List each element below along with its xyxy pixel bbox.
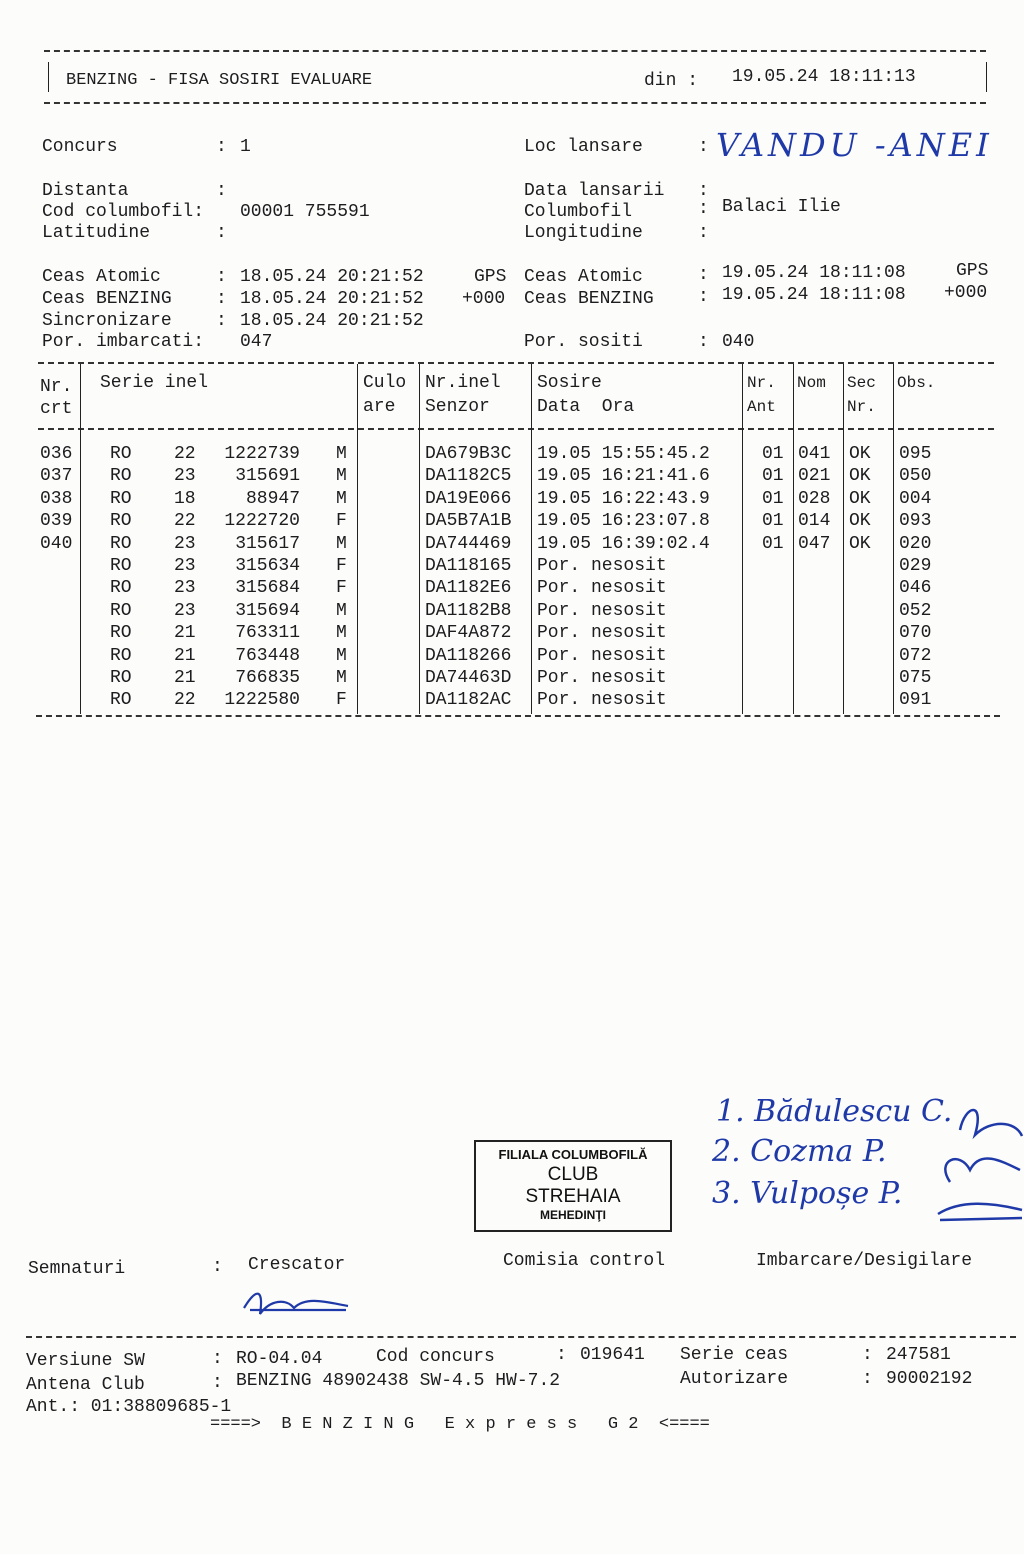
cell-ring: 766835: [235, 668, 300, 688]
cell-sec: OK: [849, 488, 871, 509]
cell-arrival: 19.05 16:23:07.8: [537, 511, 710, 532]
columbofil-label: Columbofil: [524, 202, 633, 222]
th-nom: Nom: [797, 374, 826, 392]
longitudine-label: Longitudine: [524, 223, 643, 243]
latitudine-label: Latitudine: [42, 223, 151, 243]
cell-sex: M: [336, 623, 347, 644]
ceas-benzing2-suffix: +000: [944, 283, 988, 303]
cell-sex: M: [336, 444, 347, 464]
antena-label: Antena Club: [26, 1375, 145, 1395]
cell-sensor: DA1182AC: [425, 690, 512, 711]
cell-obs: 052: [899, 600, 932, 621]
cell-nr: 039: [40, 511, 73, 532]
cell-ring: 315691: [235, 466, 300, 487]
cell-arrival: Por. nesosit: [537, 668, 667, 688]
ceas-benzing2-colon: :: [698, 287, 709, 307]
cell-sex: M: [336, 488, 347, 509]
cell-obs: 095: [899, 444, 932, 464]
autorizare-label: Autorizare: [680, 1369, 789, 1389]
comisia-label: Comisia control: [503, 1251, 666, 1271]
longitudine-colon: :: [698, 223, 709, 243]
cell-arrival: 19.05 16:22:43.9: [537, 488, 710, 509]
cell-nr: 040: [40, 533, 73, 554]
sositi-colon: :: [698, 332, 709, 352]
data-lansarii-colon: :: [698, 181, 709, 201]
stamp-line4: MEHEDINŢI: [540, 1208, 606, 1222]
cell-country: RO: [110, 623, 132, 644]
commission-member-3: 3. Vulpoșe P.: [712, 1176, 903, 1211]
cell-country: RO: [110, 556, 132, 576]
cell-nom: 047: [798, 533, 831, 554]
ceas-benzing-suffix: +000: [462, 289, 506, 309]
cell-obs: 046: [899, 578, 932, 599]
loc-label: Loc lansare: [524, 137, 643, 157]
ceas-atomic-value: 18.05.24 20:21:52: [240, 267, 424, 287]
cell-arrival: Por. nesosit: [537, 556, 667, 576]
table-top-rule: [38, 362, 994, 364]
commission-member-1: 1. Bădulescu C.: [716, 1094, 953, 1129]
cell-country: RO: [110, 645, 132, 666]
cell-year: 23: [174, 556, 196, 576]
cell-obs: 004: [899, 488, 932, 509]
cell-year: 23: [174, 466, 196, 487]
document-title: BENZING - FISA SOSIRI EVALUARE: [66, 71, 373, 90]
cell-ring: 1222580: [224, 690, 300, 711]
serie-ceas-colon: :: [862, 1345, 873, 1365]
th-sec2: Nr.: [847, 398, 876, 416]
cell-obs: 050: [899, 466, 932, 487]
title-box-left-edge: [48, 62, 49, 92]
cell-country: RO: [110, 578, 132, 599]
cell-country: RO: [110, 600, 132, 621]
club-stamp: [474, 1140, 672, 1232]
cell-sex: M: [336, 533, 347, 554]
col-sep-sec: [893, 364, 894, 714]
concurs-colon: :: [216, 137, 227, 157]
ceas-benzing-value: 18.05.24 20:21:52: [240, 289, 424, 309]
cod-value: 00001 755591: [240, 202, 370, 222]
cell-sensor: DA118165: [425, 556, 512, 576]
autorizare-value: 90002192: [886, 1369, 973, 1389]
cell-sec: OK: [849, 533, 871, 554]
cell-obs: 075: [899, 668, 932, 688]
antena-colon: :: [212, 1373, 223, 1393]
sincronizare-colon: :: [216, 311, 227, 331]
crescator-label: Crescator: [248, 1255, 346, 1275]
cod-label: Cod columbofil:: [42, 202, 205, 222]
cell-ant: 01: [762, 444, 784, 464]
cell-obs: 020: [899, 533, 932, 554]
cell-sex: F: [336, 556, 347, 576]
ceas-atomic2-colon: :: [698, 265, 709, 285]
stamp-line2: CLUB: [547, 1164, 599, 1185]
ant-label: Ant.: 01:38809685-1: [26, 1397, 232, 1417]
cell-sex: M: [336, 645, 347, 666]
cell-year: 21: [174, 623, 196, 644]
cell-ring: 1222720: [224, 511, 300, 532]
cell-year: 22: [174, 444, 196, 464]
cell-nr: 038: [40, 488, 73, 509]
versiune-colon: :: [212, 1349, 223, 1369]
columbofil-colon: :: [698, 199, 709, 219]
cell-sec: OK: [849, 444, 871, 464]
cell-sex: M: [336, 668, 347, 688]
ceas-benzing-colon: :: [216, 289, 227, 309]
concurs-label: Concurs: [42, 137, 118, 157]
cell-year: 22: [174, 511, 196, 532]
footer-rule: [26, 1336, 1016, 1338]
ceas-atomic2-value: 19.05.24 18:11:08: [722, 263, 906, 283]
cell-nom: 028: [798, 488, 831, 509]
cell-ant: 01: [762, 488, 784, 509]
th-nrant2: Ant: [747, 398, 776, 416]
sositi-label: Por. sositi: [524, 332, 643, 352]
ceas-atomic-suffix: GPS: [474, 267, 507, 287]
cell-ring: 88947: [245, 488, 300, 509]
signatures-label: Semnaturi: [28, 1259, 126, 1279]
cell-sensor: DA118266: [425, 645, 512, 666]
cell-arrival: 19.05 16:21:41.6: [537, 466, 710, 487]
cell-sensor: DA74463D: [425, 668, 512, 688]
col-sep-sosire: [742, 364, 743, 714]
col-sep-culo: [419, 364, 420, 714]
cod-concurs-colon: :: [556, 1345, 567, 1365]
ceas-benzing-label: Ceas BENZING: [42, 289, 172, 309]
col-sep-serie: [357, 364, 358, 714]
cell-arrival: Por. nesosit: [537, 623, 667, 644]
cell-sensor: DA5B7A1B: [425, 511, 512, 532]
cell-ring: 763448: [235, 645, 300, 666]
cell-ring: 315684: [235, 578, 300, 599]
ceas-atomic2-label: Ceas Atomic: [524, 267, 643, 287]
serie-ceas-label: Serie ceas: [680, 1345, 789, 1365]
cell-sensor: DAF4A872: [425, 623, 512, 644]
th-serie: Serie inel: [100, 373, 209, 393]
sincronizare-value: 18.05.24 20:21:52: [240, 311, 424, 331]
versiune-label: Versiune SW: [26, 1351, 145, 1371]
data-lansarii-label: Data lansarii: [524, 181, 665, 201]
th-culo: Culo: [363, 373, 407, 393]
title-box-right-edge: [986, 62, 987, 92]
ceas-atomic-label: Ceas Atomic: [42, 267, 161, 287]
sincronizare-label: Sincronizare: [42, 311, 172, 331]
cod-concurs-value: 019641: [580, 1345, 645, 1365]
stamp-line3: STREHAIA: [525, 1186, 621, 1207]
th-are: are: [363, 397, 396, 417]
table-header-rule: [38, 428, 994, 430]
cell-country: RO: [110, 488, 132, 509]
cell-sensor: DA1182C5: [425, 466, 512, 487]
concurs-value: 1: [240, 137, 251, 157]
cell-nom: 041: [798, 444, 831, 464]
loc-value-handwritten: VANDU -ANEI: [716, 126, 993, 164]
cell-country: RO: [110, 533, 132, 554]
cell-year: 21: [174, 645, 196, 666]
table-bottom-rule: [36, 715, 1000, 717]
commission-signatures: [930, 1090, 1024, 1230]
cell-country: RO: [110, 466, 132, 487]
cell-obs: 029: [899, 556, 932, 576]
col-sep-senzor: [531, 364, 532, 714]
date-label: din :: [644, 71, 699, 91]
cell-ring: 763311: [235, 623, 300, 644]
col-sep-nr: [80, 364, 81, 714]
cell-nr: 036: [40, 444, 73, 464]
cell-arrival: Por. nesosit: [537, 578, 667, 599]
cell-ring: 315694: [235, 600, 300, 621]
cell-arrival: Por. nesosit: [537, 600, 667, 621]
cell-year: 23: [174, 600, 196, 621]
cell-country: RO: [110, 668, 132, 688]
breeder-signature: [236, 1284, 356, 1324]
cell-year: 21: [174, 668, 196, 688]
cell-country: RO: [110, 444, 132, 464]
ceas-atomic2-suffix: GPS: [956, 261, 989, 281]
serie-ceas-value: 247581: [886, 1345, 951, 1365]
stamp-line1: FILIALA COLUMBOFILĂ: [498, 1147, 648, 1162]
sositi-value: 040: [722, 332, 755, 352]
cell-year: 23: [174, 533, 196, 554]
cell-ant: 01: [762, 466, 784, 487]
cell-nom: 021: [798, 466, 831, 487]
cell-nr: 037: [40, 466, 73, 487]
cell-sex: F: [336, 690, 347, 711]
imbarcare-label: Imbarcare/Desigilare: [756, 1251, 973, 1271]
th-obs: Obs.: [897, 374, 936, 392]
date-value: 19.05.24 18:11:13: [732, 67, 916, 87]
cell-year: 22: [174, 690, 196, 711]
th-nrant1: Nr.: [747, 374, 776, 392]
th-sec1: Sec: [847, 374, 876, 392]
cell-sensor: DA679B3C: [425, 444, 512, 464]
cell-ring: 315617: [235, 533, 300, 554]
th-senzor: Senzor: [425, 397, 490, 417]
distanta-colon: :: [216, 181, 227, 201]
cell-ring: 1222739: [224, 444, 300, 464]
cell-sec: OK: [849, 466, 871, 487]
cell-obs: 072: [899, 645, 932, 666]
ceas-benzing2-label: Ceas BENZING: [524, 289, 654, 309]
brand-line: ====> B E N Z I N G E x p r e s s G 2 <====: [210, 1415, 710, 1434]
cell-arrival: Por. nesosit: [537, 645, 667, 666]
imbarcati-value: 047: [240, 332, 273, 352]
cell-sex: F: [336, 511, 347, 532]
cell-arrival: 19.05 15:55:45.2: [537, 444, 710, 464]
latitudine-colon: :: [216, 223, 227, 243]
cell-year: 23: [174, 578, 196, 599]
cell-arrival: Por. nesosit: [537, 690, 667, 711]
commission-member-2: 2. Cozma P.: [712, 1134, 887, 1169]
cell-ant: 01: [762, 533, 784, 554]
cell-sensor: DA744469: [425, 533, 512, 554]
distanta-label: Distanta: [42, 181, 129, 201]
signatures-colon: :: [212, 1257, 223, 1277]
cell-year: 18: [174, 488, 196, 509]
cell-arrival: 19.05 16:39:02.4: [537, 533, 710, 554]
cell-sex: F: [336, 578, 347, 599]
cell-ring: 315634: [235, 556, 300, 576]
cod-concurs-label: Cod concurs: [376, 1347, 495, 1367]
cell-obs: 093: [899, 511, 932, 532]
th-sosire: Sosire: [537, 373, 602, 393]
cell-sensor: DA19E066: [425, 488, 512, 509]
cell-obs: 070: [899, 623, 932, 644]
cell-sex: M: [336, 466, 347, 487]
imbarcati-label: Por. imbarcati:: [42, 332, 205, 352]
cell-sec: OK: [849, 511, 871, 532]
columbofil-value: Balaci Ilie: [722, 197, 841, 217]
antena-value: BENZING 48902438 SW-4.5 HW-7.2: [236, 1371, 561, 1391]
th-nrinel: Nr.inel: [425, 373, 501, 393]
loc-colon: :: [698, 137, 709, 157]
cell-sex: M: [336, 600, 347, 621]
col-sep-ant: [793, 364, 794, 714]
th-data-ora: Data Ora: [537, 397, 635, 417]
cell-sensor: DA1182B8: [425, 600, 512, 621]
ceas-atomic-colon: :: [216, 267, 227, 287]
th-crt: crt: [40, 399, 73, 419]
cell-obs: 091: [899, 690, 932, 711]
th-nr: Nr.: [40, 377, 73, 397]
cell-country: RO: [110, 511, 132, 532]
ceas-benzing2-value: 19.05.24 18:11:08: [722, 285, 906, 305]
autorizare-colon: :: [862, 1369, 873, 1389]
cell-country: RO: [110, 690, 132, 711]
cell-ant: 01: [762, 511, 784, 532]
cell-sensor: DA1182E6: [425, 578, 512, 599]
cell-nom: 014: [798, 511, 831, 532]
col-sep-nom: [843, 364, 844, 714]
versiune-value: RO-04.04: [236, 1349, 323, 1369]
